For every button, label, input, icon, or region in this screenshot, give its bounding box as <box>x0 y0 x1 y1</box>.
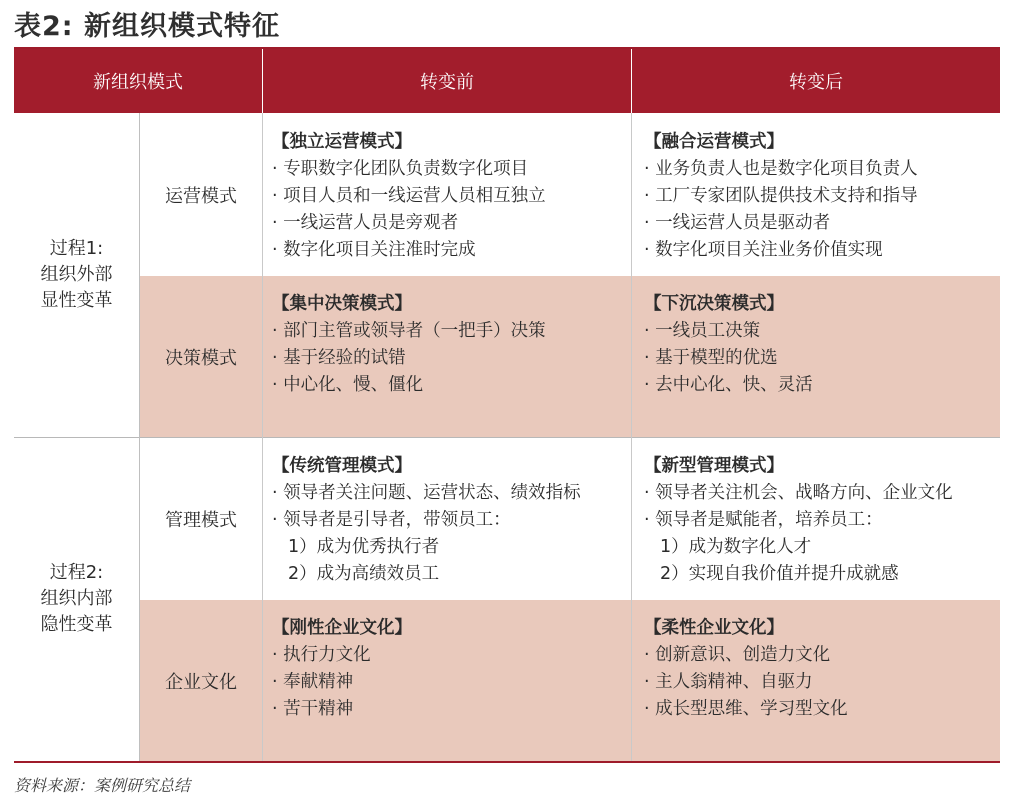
cell-culture-before <box>272 615 412 723</box>
cell-decision-after <box>644 291 813 399</box>
header-mode: 新组织模式 <box>14 49 262 113</box>
cell-heading: 【 刚性企业文化 】 <box>272 618 412 638</box>
cell-management-after <box>644 453 953 588</box>
list-item: · 中心化、慢、僵化 <box>272 375 424 395</box>
row-label-management: 管理模式 <box>165 509 237 531</box>
header-before: 转变前 <box>263 49 631 113</box>
list-subitem: 1）成为优秀执行者 <box>288 537 440 557</box>
column-divider <box>631 113 632 761</box>
list-item: · 奉献精神 <box>272 672 354 692</box>
list-item: · 成长型思维、学习型文化 <box>644 699 848 719</box>
list-item: · 一线运营人员是驱动者 <box>644 213 831 233</box>
cell-operation-after <box>644 129 918 264</box>
cell-culture-after <box>644 615 848 723</box>
cell-heading: 【 新型管理模式 】 <box>644 456 784 476</box>
header-divider <box>262 49 263 113</box>
cell-management-before <box>272 453 581 588</box>
cell-operation-before <box>272 129 546 264</box>
list-item: · 领导者关注机会、战略方向、企业文化 <box>644 483 953 503</box>
cell-heading: 【 融合运营模式 】 <box>644 132 784 152</box>
cell-heading: 【 独立运营模式 】 <box>272 132 412 152</box>
list-item: · 去中心化、快、灵活 <box>644 375 813 395</box>
list-item: · 基于经验的试错 <box>272 348 406 368</box>
list-item: · 业务负责人也是数字化项目负责人 <box>644 159 918 179</box>
list-item: · 项目人员和一线运营人员相互独立 <box>272 186 546 206</box>
list-item: · 苦干精神 <box>272 699 354 719</box>
list-item: · 主人翁精神、自驱力 <box>644 672 813 692</box>
group-label-1 <box>14 113 139 437</box>
list-item: · 领导者是引导者，带领员工： <box>272 510 511 530</box>
header-after: 转变后 <box>632 49 1000 113</box>
list-item: · 一线运营人员是旁观者 <box>272 213 459 233</box>
group-label-2 <box>14 437 139 761</box>
cell-heading: 【 下沉决策模式 】 <box>644 294 784 314</box>
list-item: · 数字化项目关注业务价值实现 <box>644 240 883 260</box>
list-item: · 创新意识、创造力文化 <box>644 645 831 665</box>
bottom-rule <box>14 761 1000 763</box>
list-subitem: 2）实现自我价值并提升成就感 <box>660 564 899 584</box>
cell-heading: 【 集中决策模式 】 <box>272 294 412 314</box>
list-subitem: 1）成为数字化人才 <box>660 537 812 557</box>
group-label-1-text: 过程1: 组织外部 显性变革 <box>40 238 113 311</box>
row-label-operation: 运营模式 <box>165 185 237 207</box>
group-label-2-text: 过程2: 组织内部 隐性变革 <box>40 562 113 635</box>
list-item: · 工厂专家团队提供技术支持和指导 <box>644 186 918 206</box>
cell-decision-before <box>272 291 546 399</box>
list-item: · 基于模型的优选 <box>644 348 778 368</box>
list-item: · 领导者是赋能者，培养员工： <box>644 510 883 530</box>
cell-heading: 【 传统管理模式 】 <box>272 456 412 476</box>
list-item: · 执行力文化 <box>272 645 371 665</box>
cell-heading: 【 柔性企业文化 】 <box>644 618 784 638</box>
row-label-culture: 企业文化 <box>165 671 237 693</box>
list-item: · 专职数字化团队负责数字化项目 <box>272 159 529 179</box>
source-note: 资料来源：案例研究总结 <box>14 776 191 795</box>
row-bg-culture <box>140 600 1000 761</box>
row-bg-decision <box>140 276 1000 437</box>
header-divider <box>631 49 632 113</box>
list-item: · 一线员工决策 <box>644 321 761 341</box>
list-item: · 数字化项目关注准时完成 <box>272 240 476 260</box>
list-item: · 部门主管或领导者（一把手）决策 <box>272 321 546 341</box>
row-label-decision: 决策模式 <box>165 347 237 369</box>
column-divider <box>262 113 263 761</box>
table-title: 表2: 新组织模式特征 <box>14 11 280 42</box>
list-item: · 领导者关注问题、运营状态、绩效指标 <box>272 483 581 503</box>
list-subitem: 2）成为高绩效员工 <box>288 564 440 584</box>
